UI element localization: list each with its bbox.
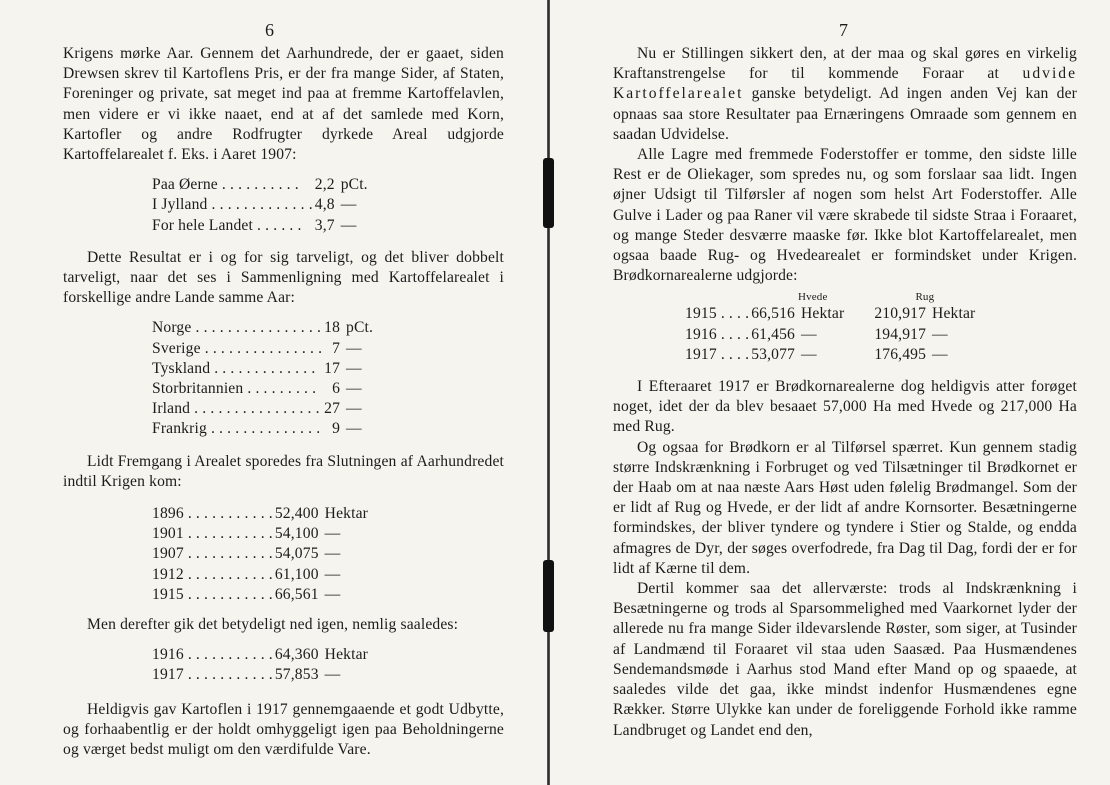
row-year: 1916 . . . . bbox=[685, 325, 750, 343]
row-label: For hele Landet . . . . . . bbox=[152, 216, 302, 234]
row-unit: Hektar bbox=[324, 505, 368, 523]
paragraph: Men derefter gik det betydeligt ned igen, nemlig saaledes: bbox=[87, 616, 459, 634]
table-row bbox=[152, 524, 368, 544]
row-unit: — bbox=[346, 380, 362, 398]
row-unit: — bbox=[324, 585, 341, 603]
rug-unit: Hektar bbox=[932, 305, 976, 323]
table-row bbox=[685, 304, 975, 324]
paragraph: Heldigvis gav Kartoflen i 1917 gennemgaaende et godt Udbytte, og forhaabentlig er der holdt omhyggeligt igen paa Beholdningerne og værget bedst muligt om den værdifulde Vare. bbox=[63, 700, 504, 759]
row-value: 4,8 bbox=[314, 196, 335, 214]
row-year: 1915 . . . . bbox=[685, 305, 750, 323]
rug-unit: — bbox=[932, 325, 948, 343]
row-label: Irland . . . . . . . . . . . . . . . . bbox=[152, 400, 320, 418]
row-value: 9 bbox=[332, 420, 341, 438]
country-comparison-table bbox=[152, 318, 373, 439]
row-unit: — bbox=[324, 565, 341, 583]
hvede-value: 66,516 bbox=[751, 305, 795, 323]
row-unit: — bbox=[340, 196, 357, 214]
rug-value: 210,917 bbox=[874, 305, 927, 323]
row-year: 1917 . . . . bbox=[685, 345, 750, 363]
row-unit: Hektar bbox=[324, 646, 368, 664]
paragraph: Dette Resultat er i og for sig tarveligt, og det bliver dobbelt tarveligt, naar det ses i Sammenligning med Kartoffelarealet i forskellige andre Lande samme Aar: bbox=[63, 248, 504, 307]
row-value: 64,360 bbox=[274, 646, 319, 664]
table-row bbox=[685, 325, 975, 345]
table-row bbox=[152, 318, 373, 338]
row-unit: pCt. bbox=[340, 176, 368, 194]
hvede-value: 61,456 bbox=[751, 325, 795, 343]
row-value: 54,075 bbox=[274, 545, 319, 563]
table-row bbox=[152, 585, 368, 605]
row-label: Norge . . . . . . . . . . . . . . . . bbox=[152, 319, 321, 337]
hvede-unit: — bbox=[800, 345, 817, 363]
table-row bbox=[152, 339, 373, 359]
row-value: 57,853 bbox=[274, 666, 319, 684]
row-unit: — bbox=[324, 666, 341, 684]
table-row bbox=[152, 565, 368, 585]
row-value: 66,561 bbox=[274, 585, 319, 603]
row-label: Sverige . . . . . . . . . . . . . . . bbox=[152, 339, 323, 357]
paragraph: Dertil kommer saa det allerværste: trods al Indskrænkning i Besætningerne og trods al Sparsommelighed med Vaarkornet lyder der allerede nu fra mange Sider ildevarslende Røster, som siger, at Tusinder af Landmænd til Foraaret vil staa uden Saasæd. Paa Husmændenes Sendemandsmøde i Aarhus stod Mand efter Mand op og spaaede, at saaledes vilde det gaa, ikke mindst indenfor Husmændenes egne Rækker. Større Ulykke kan under de foreliggende Forhold ikke ramme Landbruget og Landet end den, bbox=[613, 580, 1077, 739]
paragraph-text: Nu er Stillingen sikkert den, at der maa og skal gøres en virkelig Kraftanstrengelse for til kommende Foraar at bbox=[613, 45, 1077, 83]
row-label: 1896 . . . . . . . . . . . bbox=[152, 505, 273, 523]
area-growth-table bbox=[152, 504, 368, 605]
row-label: 1917 . . . . . . . . . . . bbox=[152, 666, 273, 684]
row-label: Paa Øerne . . . . . . . . . . bbox=[152, 176, 299, 194]
row-label: Frankrig . . . . . . . . . . . . . . bbox=[152, 420, 321, 438]
emphasized-text: udvide Kartoffelarealet bbox=[613, 65, 1077, 103]
row-unit: — bbox=[346, 420, 362, 438]
row-label: Tyskland . . . . . . . . . . . . . bbox=[152, 359, 316, 377]
paragraph: Og ogsaa for Brødkorn er al Tilførsel spærret. Kun gennem stadig større Indskrænkning i Forbruget og ved Tilsætninger til Brødkornet er der Haab om at naa næste Aars Høst uden følelig Brødmangel. Som der er lidt af Rug og Hvede, er der lidt af andre Kornsorter. Besætningerne formindskes, der bliver tyndere og tyndere i Stier og Stalde, og endda afmagres de Dyr, der søges overfodrede, fra Dag til Dag, fordi der er for lidt af Kærne til dem. bbox=[613, 438, 1077, 577]
page-body bbox=[613, 44, 1077, 741]
paragraph bbox=[613, 44, 1077, 145]
row-value: 54,100 bbox=[274, 525, 319, 543]
table-row bbox=[152, 216, 368, 236]
paragraph: Lidt Fremgang i Arealet sporedes fra Slutningen af Aarhundredet indtil Krigen kom: bbox=[63, 452, 504, 490]
bread-grain-area-table bbox=[685, 290, 975, 365]
row-label: I Jylland . . . . . . . . . . . . . bbox=[152, 196, 313, 214]
row-label: 1907 . . . . . . . . . . . bbox=[152, 545, 273, 563]
page-number: 7 bbox=[839, 20, 848, 40]
row-label: 1915 . . . . . . . . . . . bbox=[152, 585, 273, 603]
row-label: Storbritannien . . . . . . . . . bbox=[152, 380, 317, 398]
hvede-unit: — bbox=[800, 325, 817, 343]
rug-value: 176,495 bbox=[874, 345, 927, 363]
rug-value: 194,917 bbox=[874, 325, 927, 343]
page-number: 6 bbox=[265, 20, 274, 40]
row-value: 27 bbox=[324, 400, 341, 418]
table-row bbox=[152, 645, 368, 665]
table-row bbox=[152, 399, 373, 419]
book-spine bbox=[547, 0, 550, 785]
row-value: 6 bbox=[332, 380, 341, 398]
hvede-value: 53,077 bbox=[751, 345, 795, 363]
row-value: 17 bbox=[324, 359, 341, 377]
row-label: 1901 . . . . . . . . . . . bbox=[152, 525, 273, 543]
table-row bbox=[152, 665, 368, 685]
row-value: 2,2 bbox=[314, 176, 335, 194]
area-decline-table bbox=[152, 645, 368, 685]
row-unit: pCt. bbox=[346, 319, 374, 337]
row-unit: — bbox=[340, 216, 357, 234]
row-value: 61,100 bbox=[274, 565, 319, 583]
column-header-rug: Rug bbox=[915, 291, 935, 304]
row-unit: — bbox=[324, 525, 341, 543]
row-unit: — bbox=[324, 545, 341, 563]
table-row bbox=[152, 175, 368, 195]
table-row bbox=[152, 419, 373, 439]
page-body bbox=[63, 44, 504, 760]
row-unit: — bbox=[346, 400, 362, 418]
table-row bbox=[152, 379, 373, 399]
paragraph: Alle Lagre med fremmede Foderstoffer er tomme, den sidste lille Rest er de Oliekager, som spredes nu, og som forslaar saa lidt. Ingen øjner Udsigt til Tilførsler af nogen som helst Art Foderstoffer. Alle Gulve i Lader og paa Raner vil være skrabede til sidste Straa i Foraaret, og mange Steder desværre maaske før. Ikke blot Kartoffelarealet, men ogsaa baade Rug- og Hvedearealet er formindsket under Krigen. Brødkornarealerne udgjorde: bbox=[613, 146, 1077, 285]
row-label: 1916 . . . . . . . . . . . bbox=[152, 646, 273, 664]
right-page bbox=[551, 0, 1110, 785]
column-header-hvede: Hvede bbox=[798, 291, 828, 304]
table-row bbox=[152, 359, 373, 379]
row-value: 52,400 bbox=[274, 505, 319, 523]
table-row bbox=[685, 345, 975, 365]
row-value: 7 bbox=[332, 339, 341, 357]
left-page bbox=[0, 0, 548, 785]
row-unit: — bbox=[346, 339, 362, 357]
row-value: 3,7 bbox=[314, 216, 335, 234]
row-value: 18 bbox=[324, 319, 341, 337]
table-row bbox=[152, 504, 368, 524]
potato-area-1907-table bbox=[152, 175, 368, 236]
paragraph-text: ganske betydeligt. Ad ingen anden Vej kan der opnaas saa store Resultater paa Ernæringens Omraade som gennem en saadan Udvidelse. bbox=[613, 85, 1077, 143]
row-unit: — bbox=[346, 359, 362, 377]
rug-unit: — bbox=[932, 345, 948, 363]
hvede-unit: Hektar bbox=[800, 305, 845, 323]
table-row bbox=[152, 544, 368, 564]
table-row bbox=[152, 195, 368, 215]
paragraph: Krigens mørke Aar. Gennem det Aarhundrede, der er gaaet, siden Drewsen skrev til Kartoflens Pris, er der fra mange Sider, af Staten, Foreninger og private, sat meget ind paa at fremme Kartoffelavlen, men videre er vi ikke naaet, end at af det samlede med Korn, Kartofler og andre Rodfrugter dyrkede Areal udgjorde Kartoffelarealet f. Eks. i Aaret 1907: bbox=[63, 45, 504, 164]
paragraph: I Efteraaret 1917 er Brødkornarealerne dog heldigvis atter forøget noget, idet der da blev besaaet 57,000 Ha med Hvede og 217,000 Ha med Rug. bbox=[613, 378, 1077, 436]
row-label: 1912 . . . . . . . . . . . bbox=[152, 565, 273, 583]
